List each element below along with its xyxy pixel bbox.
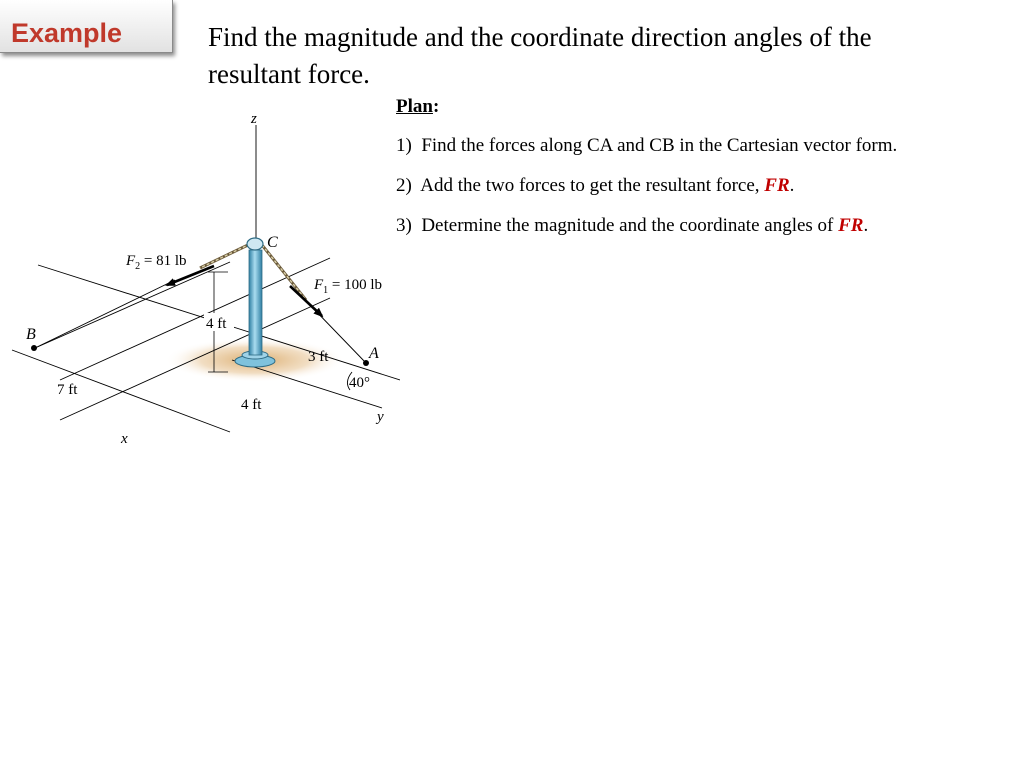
dist-b-label: 7 ft	[57, 382, 78, 398]
point-b-label: B	[26, 326, 36, 343]
angle-label: 40°	[349, 375, 370, 391]
example-label: Example	[11, 18, 123, 48]
cable-cb	[35, 262, 230, 348]
example-badge	[0, 0, 173, 53]
plan-step-end: .	[789, 175, 795, 196]
chain-to-a	[262, 245, 306, 300]
plan-step-1	[396, 136, 1016, 156]
plan-heading-label: Plan	[396, 96, 433, 117]
plan-section	[396, 97, 1016, 256]
plan-step-number: 2)	[396, 175, 412, 196]
point-b-dot	[31, 345, 37, 351]
plan-step-text: Find the forces along CA and CB in the Cartesian vector form.	[421, 135, 898, 156]
plan-heading	[396, 97, 1016, 117]
pole	[249, 250, 262, 355]
dist-a-label: 3 ft	[308, 349, 329, 365]
height-label: 4 ft	[206, 316, 227, 332]
x-axis-label: x	[121, 431, 128, 447]
f1-subscript: 1	[323, 285, 329, 296]
plan-step-end: .	[863, 215, 869, 236]
resultant-force-symbol: FR	[838, 215, 864, 236]
y-axis-label: y	[377, 409, 384, 425]
dist-x-label: 4 ft	[241, 397, 262, 413]
f1-symbol: F	[314, 277, 324, 293]
plan-step-number: 3)	[396, 215, 412, 236]
resultant-force-symbol: FR	[764, 175, 790, 196]
f2-value: = 81 lb	[140, 253, 187, 269]
problem-line-2: resultant force.	[208, 59, 370, 89]
plan-step-text: Determine the magnitude and the coordinate angles of	[421, 215, 839, 236]
z-axis-label: z	[251, 111, 257, 127]
force-diagram	[0, 100, 400, 450]
f2-label	[125, 253, 187, 272]
plan-step-number: 1)	[396, 135, 412, 156]
problem-line-1: Find the magnitude and the coordinate direction angles of the	[208, 22, 872, 52]
f1-value: = 100 lb	[328, 277, 383, 293]
f1-label	[313, 277, 382, 296]
point-c-label: C	[267, 234, 278, 251]
f2-symbol: F	[126, 253, 136, 269]
point-a-label: A	[369, 345, 379, 362]
plan-heading-colon: :	[432, 96, 440, 117]
plan-step-3	[396, 216, 1016, 236]
plan-step-2	[396, 176, 1016, 196]
plan-step-text: Add the two forces to get the resultant force,	[420, 175, 765, 196]
pole-top-ring	[247, 238, 263, 250]
problem-statement	[208, 19, 998, 93]
f2-subscript: 2	[135, 261, 141, 272]
